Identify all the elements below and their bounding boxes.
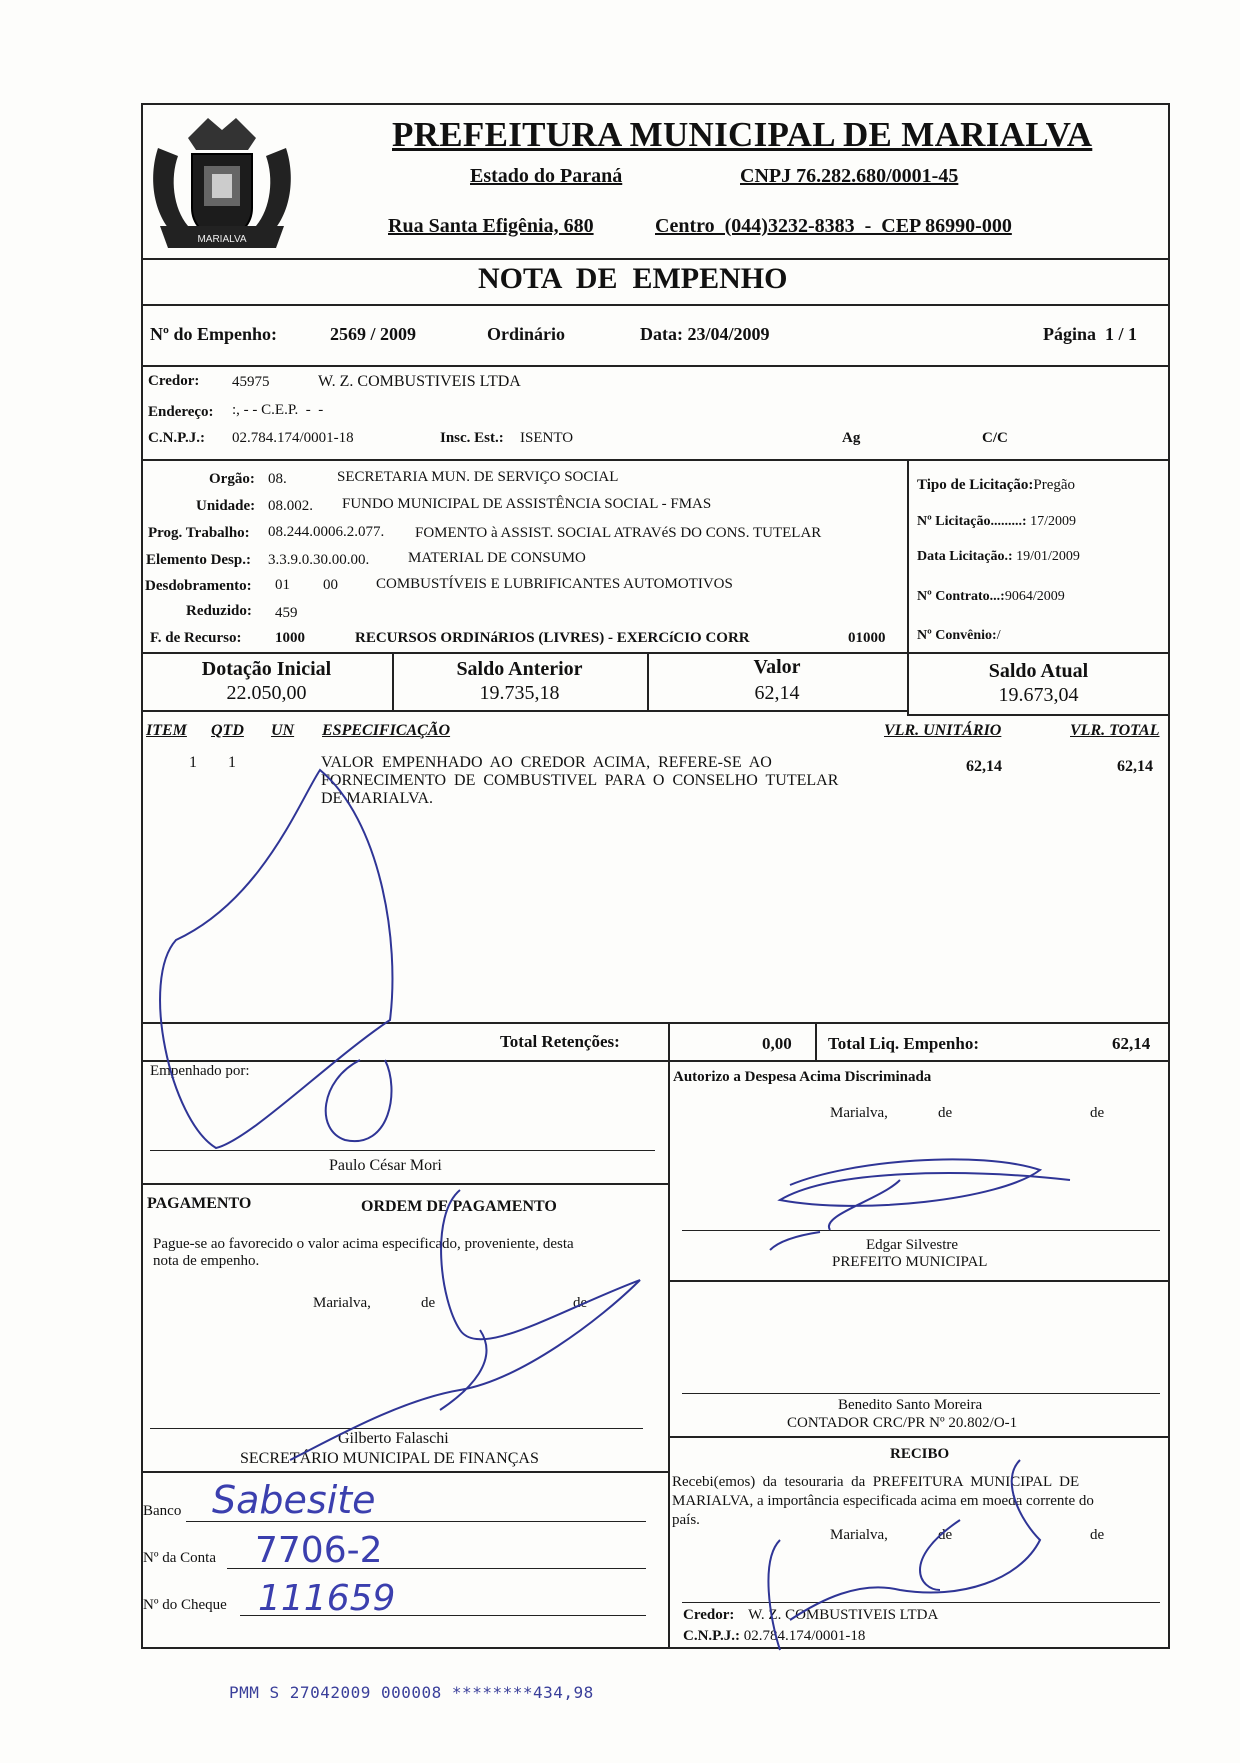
cnpj-label: C.N.P.J.: xyxy=(148,430,205,446)
recibo-credor-name: W. Z. COMBUSTIVEIS LTDA xyxy=(748,1607,939,1623)
autorizo-de-2: de xyxy=(1090,1105,1105,1121)
insc-value: ISENTO xyxy=(520,430,574,446)
credor-label: Credor: xyxy=(148,373,200,389)
recibo-texto-line1: Recebi(emos) da tesouraria da PREFEITURA MUNICIPAL DE xyxy=(672,1474,1080,1490)
recurso-label: F. de Recurso: xyxy=(150,630,242,646)
col-vlr-unitario: VLR. UNITÁRIO xyxy=(884,722,1002,739)
recurso-number: 01000 xyxy=(848,630,886,646)
credor-cnpj: 02.784.174/0001-18 xyxy=(232,430,354,446)
col-especificacao: ESPECIFICAÇÃO xyxy=(322,722,451,739)
endereco-value: :, - - C.E.P. - - xyxy=(232,402,324,418)
page-title: PREFEITURA MUNICIPAL DE MARIALVA xyxy=(392,115,1093,154)
state-label: Estado do Paraná xyxy=(470,165,623,187)
autorizo-label: Autorizo a Despesa Acima Discriminada xyxy=(673,1069,932,1085)
desdobramento-label: Desdobramento: xyxy=(145,578,252,594)
liquido-value: 62,14 xyxy=(1112,1034,1151,1053)
insc-label: Insc. Est.: xyxy=(440,430,504,446)
item-spec-line2: FORNECIMENTO DE COMBUSTIVEL PARA O CONSELHO TUTELAR xyxy=(321,772,839,789)
col-item: ITEM xyxy=(146,722,187,739)
licitacao-number-value: 17/2009 xyxy=(1030,514,1076,529)
pagamento-local: Marialva, xyxy=(313,1295,371,1311)
autorizo-de-1: de xyxy=(938,1105,953,1121)
item-number: 1 xyxy=(189,754,197,771)
recibo-cnpj-value: 02.784.174/0001-18 xyxy=(743,1628,866,1644)
valor-value: 62,14 xyxy=(754,682,800,704)
secretario-name: Gilberto Falaschi xyxy=(338,1430,449,1447)
recibo-texto-line3: país. xyxy=(672,1512,700,1528)
payment-stamp: PMM S 27042009 000008 ********434,98 xyxy=(229,1683,594,1702)
prog-code: 08.244.0006.2.077. xyxy=(268,524,385,540)
item-spec-line1: VALOR EMPENHADO AO CREDOR ACIMA, REFERE-SE AO xyxy=(321,754,772,771)
licitacao-date-value: 19/01/2009 xyxy=(1016,549,1080,564)
signature-empenhado xyxy=(160,770,392,1148)
ag-label: Ag xyxy=(842,430,861,446)
banco-handwritten: Sabesite xyxy=(212,1478,376,1522)
secretario-cargo: SECRETÁRIO MUNICIPAL DE FINANÇAS xyxy=(240,1450,539,1467)
cheque-label: Nº do Cheque xyxy=(143,1597,227,1613)
recibo-cnpj-label: C.N.P.J.: xyxy=(683,1628,740,1644)
recibo-local: Marialva, xyxy=(830,1527,888,1543)
cnpj-header: CNPJ 76.282.680/0001-45 xyxy=(740,165,959,187)
pagamento-texto-line1: Pague-se ao favorecido o valor acima especificado, proveniente, desta xyxy=(153,1236,574,1252)
elemento-code: 3.3.9.0.30.00.00. xyxy=(268,552,370,568)
prog-label: Prog. Trabalho: xyxy=(148,525,250,541)
conta-handwritten: 7706-2 xyxy=(255,1530,383,1571)
contador-name: Benedito Santo Moreira xyxy=(838,1397,983,1413)
unidade-label: Unidade: xyxy=(196,498,256,514)
item-total-price: 62,14 xyxy=(1117,758,1153,775)
recibo-label: RECIBO xyxy=(890,1446,950,1462)
retencoes-value: 0,00 xyxy=(762,1034,792,1053)
signature-secretario xyxy=(290,1190,640,1460)
prefeito-name: Edgar Silvestre xyxy=(866,1237,959,1253)
convenio-label: Nº Convênio: xyxy=(917,628,997,643)
elemento-name: MATERIAL DE CONSUMO xyxy=(408,550,586,566)
licitacao-type-value: Pregão xyxy=(1033,477,1076,493)
signature-prefeito xyxy=(780,1159,1070,1230)
recibo-de-1: de xyxy=(938,1527,953,1543)
saldo-atual-value: 19.673,04 xyxy=(998,684,1079,706)
licitacao-number-label: Nº Licitação.........: xyxy=(917,514,1027,529)
empenhado-por-name: Paulo César Mori xyxy=(329,1157,442,1174)
empenho-number-label: Nº do Empenho: xyxy=(150,324,277,344)
autorizo-local: Marialva, xyxy=(830,1105,888,1121)
signature-recibo xyxy=(768,1460,1040,1650)
saldo-anterior-label: Saldo Anterior xyxy=(456,658,583,680)
document-title: NOTA DE EMPENHO xyxy=(478,262,788,295)
desdobramento-name: COMBUSTÍVEIS E LUBRIFICANTES AUTOMOTIVOS xyxy=(376,576,733,592)
contrato-value: 9064/2009 xyxy=(1004,589,1065,604)
credor-name: W. Z. COMBUSTIVEIS LTDA xyxy=(318,373,521,390)
retencoes-label: Total Retenções: xyxy=(500,1032,620,1051)
pagamento-label: PAGAMENTO xyxy=(147,1195,252,1212)
recibo-texto-line2: MARIALVA, a importância especificada acima em moeda corrente do xyxy=(672,1493,1094,1509)
item-qty: 1 xyxy=(228,754,236,771)
licitacao-type-label: Tipo de Licitação: xyxy=(917,477,1034,493)
contador-cargo: CONTADOR CRC/PR Nº 20.802/O-1 xyxy=(787,1415,1018,1431)
recurso-name: RECURSOS ORDINáRIOS (LIVRES) - EXERCíCIO CORR xyxy=(355,630,750,646)
contact-info: Centro (044)3232-8383 - CEP 86990-000 xyxy=(655,215,1012,237)
col-qtd: QTD xyxy=(211,722,244,739)
recibo-de-2: de xyxy=(1090,1527,1105,1543)
recurso-code: 1000 xyxy=(275,630,305,646)
recibo-credor-label: Credor: xyxy=(683,1607,735,1623)
desdobramento-code: 01 xyxy=(275,577,290,593)
convenio-value: / xyxy=(996,628,1001,643)
dotacao-label: Dotação Inicial xyxy=(201,658,332,680)
saldo-anterior-value: 19.735,18 xyxy=(479,682,560,704)
page-number: Página 1 / 1 xyxy=(1043,324,1138,344)
cheque-handwritten: 111659 xyxy=(258,1578,396,1619)
empenho-type: Ordinário xyxy=(487,324,566,344)
saldo-atual-label: Saldo Atual xyxy=(988,660,1089,682)
col-un: UN xyxy=(271,722,295,739)
elemento-label: Elemento Desp.: xyxy=(146,552,251,568)
banco-label: Banco xyxy=(143,1503,182,1519)
reduzido-label: Reduzido: xyxy=(186,603,252,619)
item-spec-line3: DE MARIALVA. xyxy=(321,790,434,807)
endereco-label: Endereço: xyxy=(148,404,214,420)
desdobramento-sub: 00 xyxy=(323,577,338,593)
unidade-code: 08.002. xyxy=(268,498,313,514)
orgao-name: SECRETARIA MUN. DE SERVIÇO SOCIAL xyxy=(337,469,619,485)
street-address: Rua Santa Efigênia, 680 xyxy=(388,215,594,237)
pagamento-de-1: de xyxy=(421,1295,436,1311)
reduzido-value: 459 xyxy=(275,605,298,621)
item-unit-price: 62,14 xyxy=(966,758,1002,775)
prog-name: FOMENTO à ASSIST. SOCIAL ATRAVéS DO CONS. TUTELAR xyxy=(415,525,822,541)
orgao-code: 08. xyxy=(268,471,287,487)
liquido-label: Total Liq. Empenho: xyxy=(828,1034,979,1053)
orgao-label: Orgão: xyxy=(209,471,255,487)
dotacao-value: 22.050,00 xyxy=(226,682,307,704)
empenho-date: Data: 23/04/2009 xyxy=(640,324,770,344)
empenhado-por-label: Empenhado por: xyxy=(150,1063,250,1079)
conta-label: Nº da Conta xyxy=(143,1550,216,1566)
contrato-label: Nº Contrato...: xyxy=(917,589,1005,604)
unidade-name: FUNDO MUNICIPAL DE ASSISTÊNCIA SOCIAL - FMAS xyxy=(342,496,712,512)
cc-label: C/C xyxy=(982,430,1008,446)
svg-text:MARIALVA: MARIALVA xyxy=(197,234,247,245)
pagamento-de-2: de xyxy=(573,1295,588,1311)
valor-label: Valor xyxy=(753,656,801,678)
ordem-pagamento-label: ORDEM DE PAGAMENTO xyxy=(361,1198,557,1215)
empenho-number: 2569 / 2009 xyxy=(330,324,417,344)
licitacao-date-label: Data Licitação.: xyxy=(917,549,1013,564)
pagamento-texto-line2: nota de empenho. xyxy=(153,1253,260,1269)
credor-code: 45975 xyxy=(232,374,270,390)
col-vlr-total: VLR. TOTAL xyxy=(1070,722,1160,739)
prefeito-cargo: PREFEITO MUNICIPAL xyxy=(832,1254,988,1270)
